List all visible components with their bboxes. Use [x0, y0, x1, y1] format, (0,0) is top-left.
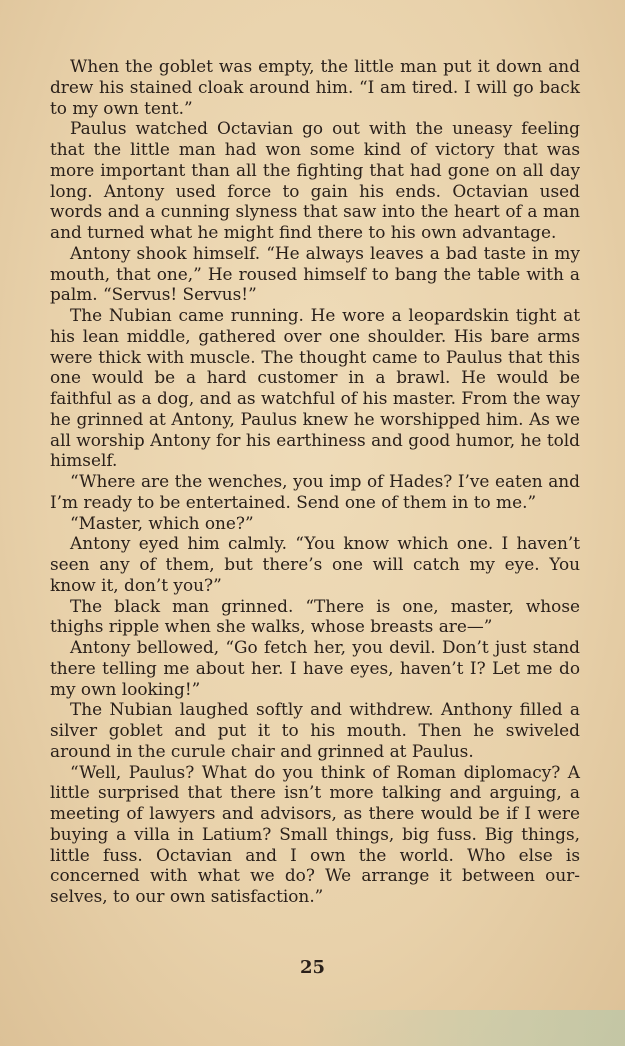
paragraph-4: The Nubian came running. He wore a leopardskin tight at his lean middle, gathered over one shoulder. His bare arms were thick with muscle. The thought came to Paulus that this one would be a hard customer in a brawl. He would be faithful as a dog, and as watchful of his master. From the way he grinned at Antony, Paulus knew he worshipped him. As we all worship Antony for his earthiness and good humor, he told himself.: [50, 305, 580, 471]
paragraph-6: “Master, which one?”: [70, 512, 254, 533]
paragraph-8: The black man grinned. “There is one, master, whose thighs ripple when she walks, whose breasts are—”: [50, 595, 580, 637]
paragraph-2: Paulus watched Octavian go out with the uneasy feeling that the little man had won some kind of victory that was more important than all the fighting that had gone on all day long. Antony used force to gain his ends. Octavian used words and a cunning slyness that saw into the heart of a man and turned what he might find there to his own advantage.: [50, 118, 580, 242]
body-text: [50, 56, 580, 907]
paragraph-1: When the goblet was empty, the little man put it down and drew his stained cloak around him. “I am tired. I will go back to my own tent.”: [50, 56, 580, 118]
paragraph-9: Antony bellowed, “Go fetch her, you devil. Don’t just stand there telling me about her. I have eyes, haven’t I? Let me do my own looking!”: [50, 637, 580, 699]
paragraph-7: Antony eyed him calmly. “You know which one. I haven’t seen any of them, but there’s one will catch my eye. You know it, don’t you?”: [50, 533, 580, 595]
paragraph-11: “Well, Paulus? What do you think of Roman diplomacy? A little surprised that there isn’t more talking and arguing, a meeting of lawyers and advisors, as there would be if I were buying a villa in Latium? Small things, big fuss. Big things, little fuss. Octavian and I own the world. Who else is concerned with what we do? We arrange it between ourselves, to our own satisfaction.”: [50, 761, 580, 906]
paragraph-10: The Nubian laughed softly and withdrew. Anthony filled a silver goblet and put it to his mouth. Then he swiveled around in the curule chair and grinned at Paulus.: [50, 699, 580, 761]
paragraph-5: “Where are the wenches, you imp of Hades? I’ve eaten and I’m ready to be entertained. Send one of them in to me.”: [50, 471, 580, 512]
paragraph-3: Antony shook himself. “He always leaves a bad taste in my mouth, that one,” He roused himself to bang the table with a palm. “Servus! Servus!”: [50, 242, 580, 305]
page-shadow: [300, 1010, 625, 1046]
page-number: 25: [299, 957, 326, 978]
